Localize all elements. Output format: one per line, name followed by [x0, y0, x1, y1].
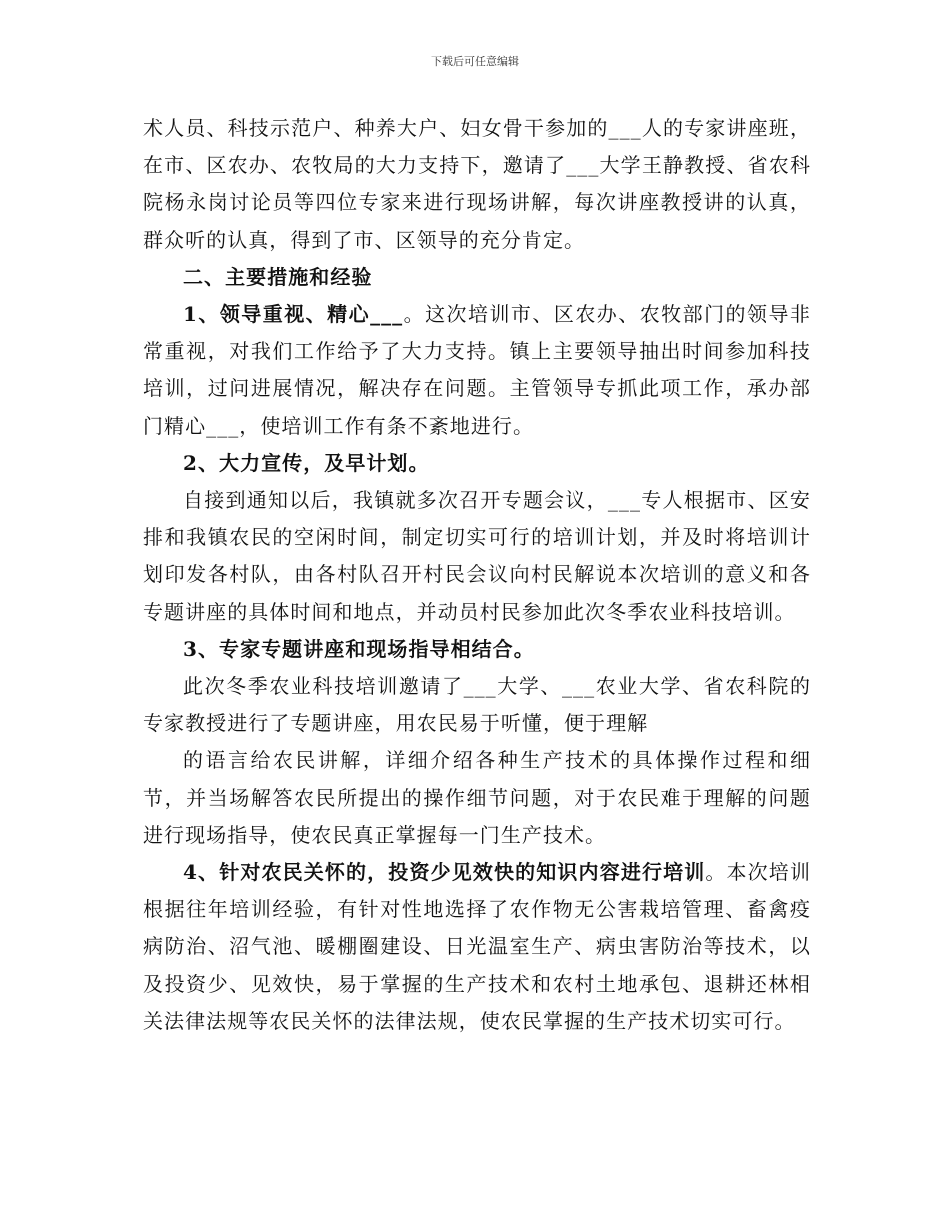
point-2-heading: 2、大力宣传，及早计划。 — [183, 450, 430, 475]
paragraph-point-2: 自接到通知以后，我镇就多次召开专题会议，___专人根据市、区安排和我镇农民的空闲时间，制定切实可行的培训计划，并及时将培训计划印发各村队，由各村队召开村民会议向村民解说本次培训的意义和各专题讲座的具体时间和地点，并动员村民参加此次冬季农业科技培训。 — [143, 488, 811, 624]
point-4-lead: 4、针对农民关怀的，投资少见效快的知识内容进行培训 — [183, 860, 706, 885]
page-header-note: 下载后可任意编辑 — [431, 55, 519, 68]
point-1-lead: 1、领导重视、精心___ — [183, 302, 404, 327]
point-1-text: 。这次培训市、区农办、农牧部门的领导非常重视，对我们工作给予了大力支持。镇上主要领导抽出时间参加科技培训，过问进展情况，解决存在问题。主管领导专抓此项工作，承办部门精心___，使培训工作有条不紊地进行。 — [143, 302, 811, 438]
document-body — [143, 110, 811, 1040]
paragraph-intro: 术人员、科技示范户、种养大户、妇女骨干参加的___人的专家讲座班，在市、区农办、农牧局的大力支持下，邀请了___大学王静教授、省农科院杨永岗讨论员等四位专家来进行现场讲解，每次讲座教授讲的认真，群众听的认真，得到了市、区领导的充分肯定。 — [143, 116, 811, 252]
paragraph-point-4 — [143, 854, 811, 1040]
point-4-text: 。本次培训根据往年培训经验，有针对性地选择了农作物无公害栽培管理、畜禽疫病防治、沼气池、暖棚圈建设、日光温室生产、病虫害防治等技术，以及投资少、见效快，易于掌握的生产技术和农村土地承包、退耕还林相关法律法规等农民关怀的法律法规，使农民掌握的生产技术切实可行。 — [143, 860, 811, 1033]
point-3-heading: 3、专家专题讲座和现场指导相结合。 — [183, 636, 535, 661]
section-heading-measures: 二、主要措施和经验 — [183, 264, 373, 289]
paragraph-point-1 — [143, 296, 811, 445]
paragraph-point-3a: 此次冬季农业科技培训邀请了___大学、___农业大学、省农科院的专家教授进行了专题讲座，用农民易于听懂，便于理解 — [143, 674, 811, 736]
paragraph-point-3b: 的语言给农民讲解，详细介绍各种生产技术的具体操作过程和细节，并当场解答农民所提出的操作细节问题，对于农民难于理解的问题进行现场指导，使农民真正掌握每一门生产技术。 — [143, 748, 811, 847]
